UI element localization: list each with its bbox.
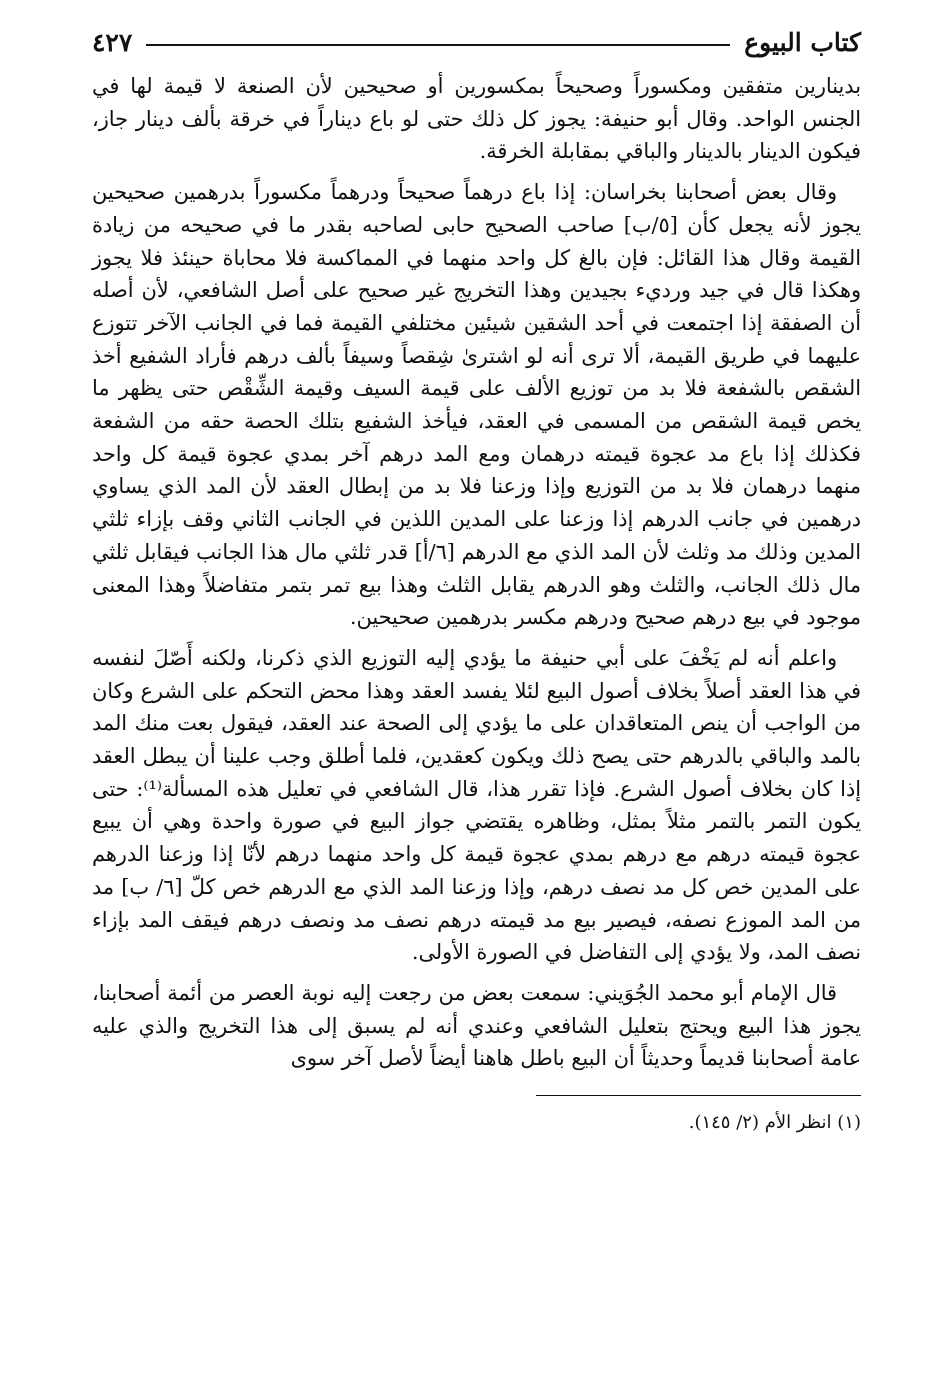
paragraph-3: واعلم أنه لم يَخْفَ على أبي حنيفة ما يؤدي إليه التوزيع الذي ذكرنا، ولكنه أَصّلَ لنفسه في هذا العقد أصلاً بخلاف أصول البيع لئلا يفسد العقد وهذا محض التحكم على الشرع وكان من الواجب أن ينص المتعاقدان على ما يؤدي إلى الصحة عند العقد، فيقول بعت منك المد بالمد والباقي بالدرهم حتى يصح ذلك ويكون كعقدين، فلما أطلق وجب علينا أن يبطل العقد إذا كان بخلاف أصول الشرع. فإذا تقرر هذا، قال الشافعي في تعليل هذه المسألة⁽¹⁾: حتى يكون التمر بالتمر مثلاً بمثل، وظاهره يقتضي جواز البيع في صورة واحدة وهي أن يبيع عجوة قيمته درهم مع درهم بمدي عجوة قيمة كل واحد منهما درهم لأنّا إذا وزعنا الدرهم على المدين خص كل مد نصف درهم، وإذا وزعنا المد الذي مع الدرهم خص كلّ [٦/ ب] مد من المد الموزع نصفه، فيصير بيع مد قيمته درهم نصف مد ونصف درهم فيقف المد بإزاء نصف المد، ولا يؤدي إلى التفاضل في الصورة الأولى. (92, 645, 861, 965)
main-text (92, 70, 861, 1075)
footnote: (١) انظر الأم (٢/ ١٤٥). (688, 1112, 861, 1134)
running-header (92, 22, 861, 62)
footnote-divider (536, 1095, 861, 1096)
header-rule (146, 44, 730, 46)
paragraph-4: قال الإمام أبو محمد الجُوَيني: سمعت بعض من رجعت إليه نوبة العصر من أئمة أصحابنا، يجوز هذا البيع ويحتج بتعليل الشافعي وعندي أنه لم يسبق إلى هذا التخريج والذي عليه عامة أصحابنا قديماً وحديثاً أن البيع باطل هاهنا أيضاً لأصل آخر سوى (92, 980, 861, 1071)
paragraph-1: بدينارين متفقين ومكسوراً وصحيحاً بمكسورين أو صحيحين لأن الصنعة لا قيمة لها في الجنس الواحد. وقال أبو حنيفة: يجوز كل ذلك حتى لو باع ديناراً في خرقة بألف دينار جاز، فيكون الدينار بالدينار والباقي بمقابلة الخرقة. (92, 74, 861, 164)
chapter-title: كتاب البيوع (744, 27, 861, 57)
paragraph-2: وقال بعض أصحابنا بخراسان: إذا باع درهماً صحيحاً ودرهماً مكسوراً بدرهمين صحيحين يجوز لأنه يجعل كأن [٥/ب] صاحب الصحيح حابى لصاحبه بقدر ما في صحيحه من زيادة القيمة وقال هذا القائل: فإن بالغ كل واحد منهما في المماكسة فلا محاباة حينئذ فلا يجوز وهكذا قال في جيد ورديء بجيدين وهذا التخريج غير صحيح على أصل الشافعي، لأن أصله أن الصفقة إذا اجتمعت في أحد الشقين شيئين مختلفي القيمة فما في الجانب الآخر تتوزع عليهما في طريق القيمة، ألا ترى أنه لو اشترىٰ شِقصاً وسيفاً بألف درهم فأراد الشفيع أخذ الشقص بالشفعة فلا بد من توزيع الألف على قيمة السيف وقيمة الشِّقْص حتى يظهر ما يخص قيمة الشقص من المسمى في العقد، فيأخذ الشفيع بتلك الحصة حقه من الشفعة فكذلك إذا باع مد عجوة قيمته درهمان ومع المد درهم آخر بمدي عجوة قيمة كل واحد منهما درهمان فلا بد من التوزيع وإذا وزعنا فلا بد من إبطال العقد لأن المد الذي يساوي درهمين في جانب الدرهم إذا وزعنا على المدين اللذين في الجانب الثاني وقف بإزاء ثلثي المدين وذلك مد وثلث لأن المد الذي مع الدرهم [٦/أ] قدر ثلثي مال هذا الجانب فيقابل ثلثي مال ذلك الجانب، والثلث وهو الدرهم يقابل الثلث وهذا بيع تمر بتمر متفاضلاً وهذا المعنى موجود في بيع درهم صحيح ودرهم مكسر بدرهمين صحيحين. (92, 180, 861, 630)
page-number: ٤٢٧ (92, 27, 133, 57)
